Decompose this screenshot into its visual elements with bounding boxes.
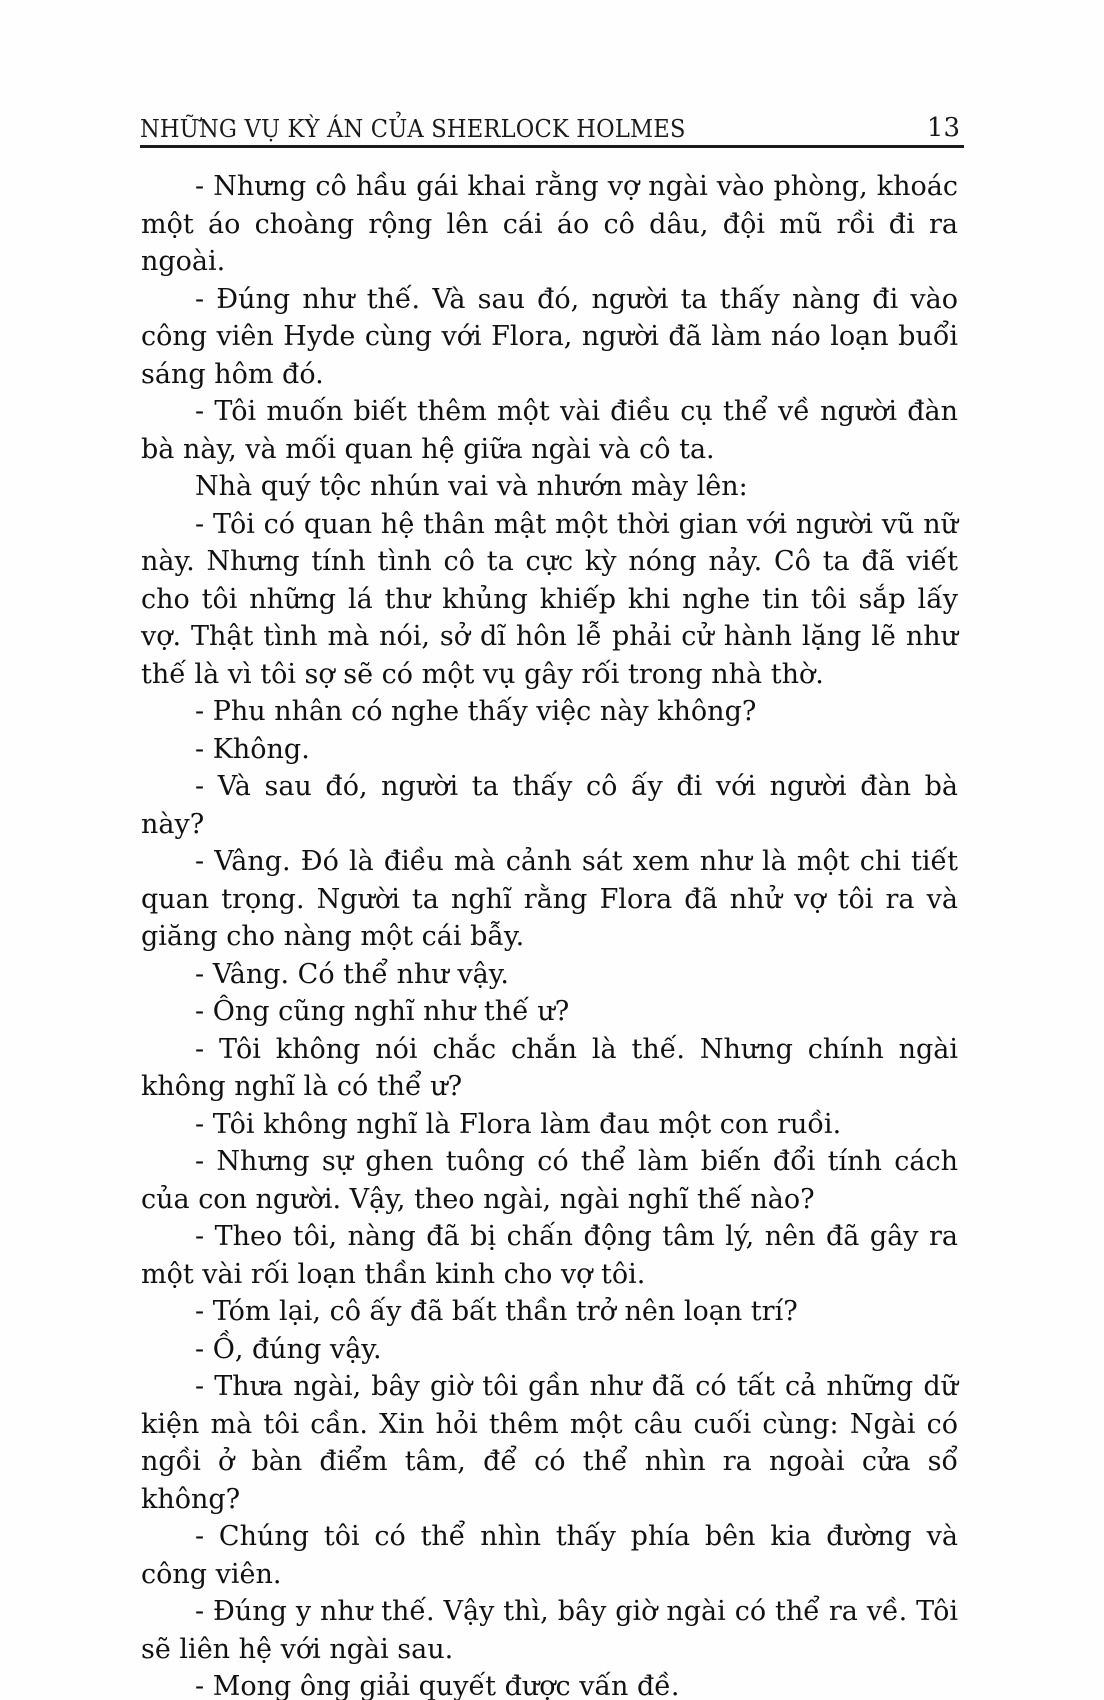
paragraph: - Nhưng cô hầu gái khai rằng vợ ngài vào phòng, khoác một áo choàng rộng lên cái áo cô dâu, đội mũ rồi đi ra ngoài. [141, 171, 958, 277]
paragraph: - Theo tôi, nàng đã bị chấn động tâm lý, nên đã gây ra một vài rối loạn thần kinh cho vợ tôi. [141, 1221, 958, 1290]
page-body [141, 168, 958, 1700]
paragraph: - Đúng y như thế. Vậy thì, bây giờ ngài có thể ra về. Tôi sẽ liên hệ với ngài sau. [141, 1596, 958, 1665]
paragraph: - Tôi không nghĩ là Flora làm đau một con ruồi. [195, 1108, 842, 1140]
paragraph: - Nhưng sự ghen tuông có thể làm biến đổi tính cách của con người. Vậy, theo ngài, ngài nghĩ thế nào? [141, 1146, 958, 1215]
page-header [140, 103, 962, 143]
running-title: NHỮNG VỤ KỲ ÁN CỦA SHERLOCK HOLMES [140, 115, 686, 143]
paragraph: - Không. [195, 733, 310, 765]
paragraph: - Tôi muốn biết thêm một vài điều cụ thể về người đàn bà này, và mối quan hệ giữa ngài và cô ta. [141, 396, 958, 465]
paragraph: - Chúng tôi có thể nhìn thấy phía bên kia đường và công viên. [141, 1521, 958, 1590]
paragraph: - Thưa ngài, bây giờ tôi gần như đã có tất cả những dữ kiện mà tôi cần. Xin hỏi thêm một câu cuối cùng: Ngài có ngồi ở bàn điểm tâm, để có thể nhìn ra ngoài cửa sổ không? [141, 1371, 958, 1515]
paragraph: - Mong ông giải quyết được vấn đề. [195, 1671, 680, 1700]
paragraph: - Tôi có quan hệ thân mật một thời gian với người vũ nữ này. Nhưng tính tình cô ta cực kỳ nóng nảy. Cô ta đã viết cho tôi những lá thư khủng khiếp khi nghe tin tôi sắp lấy vợ. Thật tình mà nói, sở dĩ hôn lễ phải cử hành lặng lẽ như thế là vì tôi sợ sẽ có một vụ gây rối trong nhà thờ. [141, 508, 958, 690]
paragraph: - Tóm lại, cô ấy đã bất thần trở nên loạn trí? [195, 1296, 798, 1327]
paragraph: - Và sau đó, người ta thấy cô ấy đi với người đàn bà này? [141, 771, 958, 840]
paragraph: - Vâng. Đó là điều mà cảnh sát xem như là một chi tiết quan trọng. Người ta nghĩ rằng Flora đã nhử vợ tôi ra và giăng cho nàng một cái bẫy. [141, 846, 958, 952]
header-rule [140, 145, 964, 148]
page-number: 13 [926, 113, 960, 143]
paragraph: Nhà quý tộc nhún vai và nhướn mày lên: [195, 471, 748, 502]
paragraph: - Phu nhân có nghe thấy việc này không? [195, 696, 757, 727]
paragraph: - Ồ, đúng vậy. [195, 1333, 382, 1365]
paragraph: - Ông cũng nghĩ như thế ư? [195, 996, 570, 1027]
paragraph: - Đúng như thế. Và sau đó, người ta thấy nàng đi vào công viên Hyde cùng với Flora, người đã làm náo loạn buổi sáng hôm đó. [141, 283, 958, 390]
paragraph: - Vâng. Có thể như vậy. [195, 958, 509, 990]
paragraph: - Tôi không nói chắc chắn là thế. Nhưng chính ngài không nghĩ là có thể ư? [141, 1033, 958, 1102]
